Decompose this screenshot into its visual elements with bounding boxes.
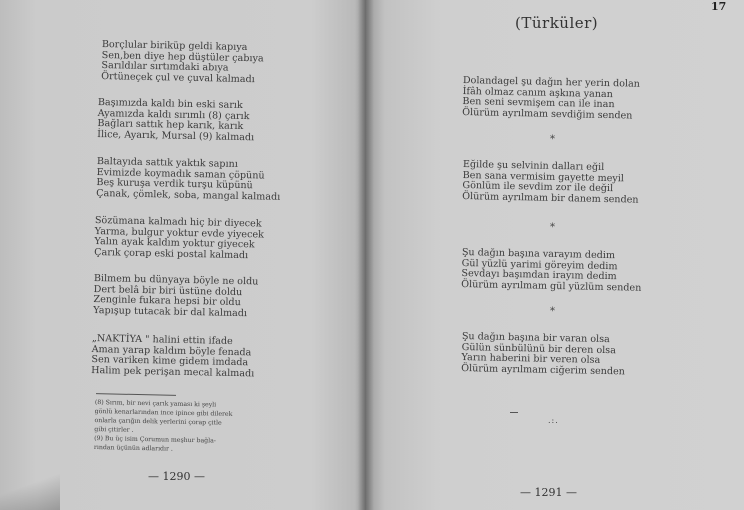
footnotes <box>94 398 295 456</box>
verse-line: Halim pek perişan mecal kalmadı <box>91 364 255 380</box>
verse-line: Sen,ben diye hep düştüler çabıya <box>101 49 264 64</box>
left-stanza-2 <box>97 98 255 144</box>
separator-star-icon: * <box>550 134 555 145</box>
verse-line: İfâh olmaz canım aşkına yanan <box>462 85 614 100</box>
right-stanza-4 <box>461 332 626 378</box>
left-page <box>0 0 366 510</box>
right-page-number: — 1291 — <box>520 486 577 499</box>
verse-line: Ben sana vermisim gayette meyil <box>462 169 625 184</box>
verse-line: Gönlüm ile sevdim zor ile değil <box>462 180 614 195</box>
separator-star-icon: * <box>550 222 555 233</box>
footnote-line: gibi çitirler . <box>94 425 134 434</box>
left-stanza-3 <box>96 157 281 203</box>
verse-line: Sarıldılar sırtımdaki abıya <box>101 60 229 74</box>
verse-line: Borçlular biriküp geldi kapıya <box>101 39 248 54</box>
right-stanza-1 <box>462 76 640 122</box>
verse-line: Dolandagel şu dağın her yerin dolan <box>462 75 641 90</box>
footnote-rule <box>96 393 176 396</box>
verse-line: Evimizde koymadık saman çöpünü <box>96 166 265 182</box>
footnote-line: rından üçünün adlarıdır . <box>93 443 173 453</box>
footnote-line: (8) Sırım, bir nevi çarık yaması ki şeyli <box>94 398 217 409</box>
verse-line: Örtüneçek çul ve çuval kalmadı <box>101 70 255 85</box>
verse-line: Çarık çorap eski postal kalmadı <box>94 246 249 261</box>
left-stanza-1 <box>101 40 264 86</box>
end-ornament-icon: .:. <box>548 416 559 425</box>
print-mark <box>510 412 518 413</box>
verse-line: Bilmem bu dünyaya böyle ne oldu <box>93 273 259 288</box>
verse-line: Yarma, bulgur yoktur evde yiyecek <box>94 225 265 241</box>
verse-line: Ölürüm ayrılmam ciğerim senden <box>461 362 626 378</box>
left-stanza-4 <box>94 216 264 262</box>
verse-line: Yarın haberini bir veren olsa <box>461 352 601 367</box>
corner-number: 17 <box>711 0 727 13</box>
right-stanza-3 <box>461 248 642 294</box>
left-stanza-6 <box>91 334 255 380</box>
verse-line: Ölürüm ayrılmam sevdiğim senden <box>462 106 633 122</box>
verse-line: İlice, Ayarık, Mursal (9) kalmadı <box>97 128 255 144</box>
footnote-line: gönlü kenarlarından ince ipince gibi dilerek <box>94 407 233 418</box>
verse-line: Sevdayı başımdan irayım dedim <box>461 268 617 283</box>
verse-line: Şu dağın başına varayım dedim <box>461 247 616 262</box>
footnote-line: (9) Bu üç isim Çorumun meşhur bağla- <box>94 434 216 445</box>
verse-line: Ben seni sevmişem can ile inan <box>462 96 615 111</box>
verse-line: Sözümana kalmadı hiç bir diyecek <box>94 215 262 230</box>
verse-line: Ayamızda kaldı sırımlı (8) çarık <box>97 107 250 122</box>
verse-line: Çanak, çömlek, soba, mangal kalmadı <box>96 187 281 203</box>
verse-line: Gül yüzlü yarimi göreyim dedim <box>461 257 618 272</box>
verse-line: Zenginle fukara hepsi bir oldu <box>93 294 241 309</box>
verse-line: Beş kuruşa verdik turşu küpünü <box>96 177 253 192</box>
left-page-number: — 1290 — <box>148 470 205 483</box>
right-stanza-2 <box>462 160 639 206</box>
verse-line: Dert belâ bir biri üstüne doldu <box>93 283 243 298</box>
verse-line: Ölürüm ayrılmam bir danem senden <box>462 190 639 206</box>
book-gutter <box>358 0 374 510</box>
verse-line: Yalın ayak kaldım yoktur giyecek <box>94 236 255 251</box>
page-shadow <box>0 470 60 510</box>
verse-line: Ölürüm ayrılmam gül yüzlüm senden <box>461 278 642 294</box>
verse-line: Baltayıda sattık yaktık sapını <box>96 156 238 170</box>
separator-star-icon: * <box>550 306 555 317</box>
verse-line: Eğilde şu selvinin dalları eğil <box>462 159 605 173</box>
verse-line: „NAKTİYA " halini ettin ifade <box>91 333 233 347</box>
verse-line: Gülün sünbülünü bir deren olsa <box>461 341 616 356</box>
verse-line: Bağları sattık hep karık, karık <box>97 118 244 133</box>
verse-line: Sen variken kime gidem imdada <box>91 354 249 369</box>
section-title: (Türküler) <box>515 14 599 32</box>
verse-line: Aman yarap kaldım böyle fenada <box>91 343 252 358</box>
verse-line: Yapışup tutacak bir dal kalmadı <box>93 304 248 319</box>
verse-line: Başımızda kaldı bin eski sarık <box>97 97 243 112</box>
verse-line: Şu dağın başına bir varan olsa <box>461 331 610 346</box>
footnote-line: onlarla çarığın delik yerlerini çorap çitle <box>94 416 222 427</box>
left-stanza-5 <box>93 274 258 320</box>
